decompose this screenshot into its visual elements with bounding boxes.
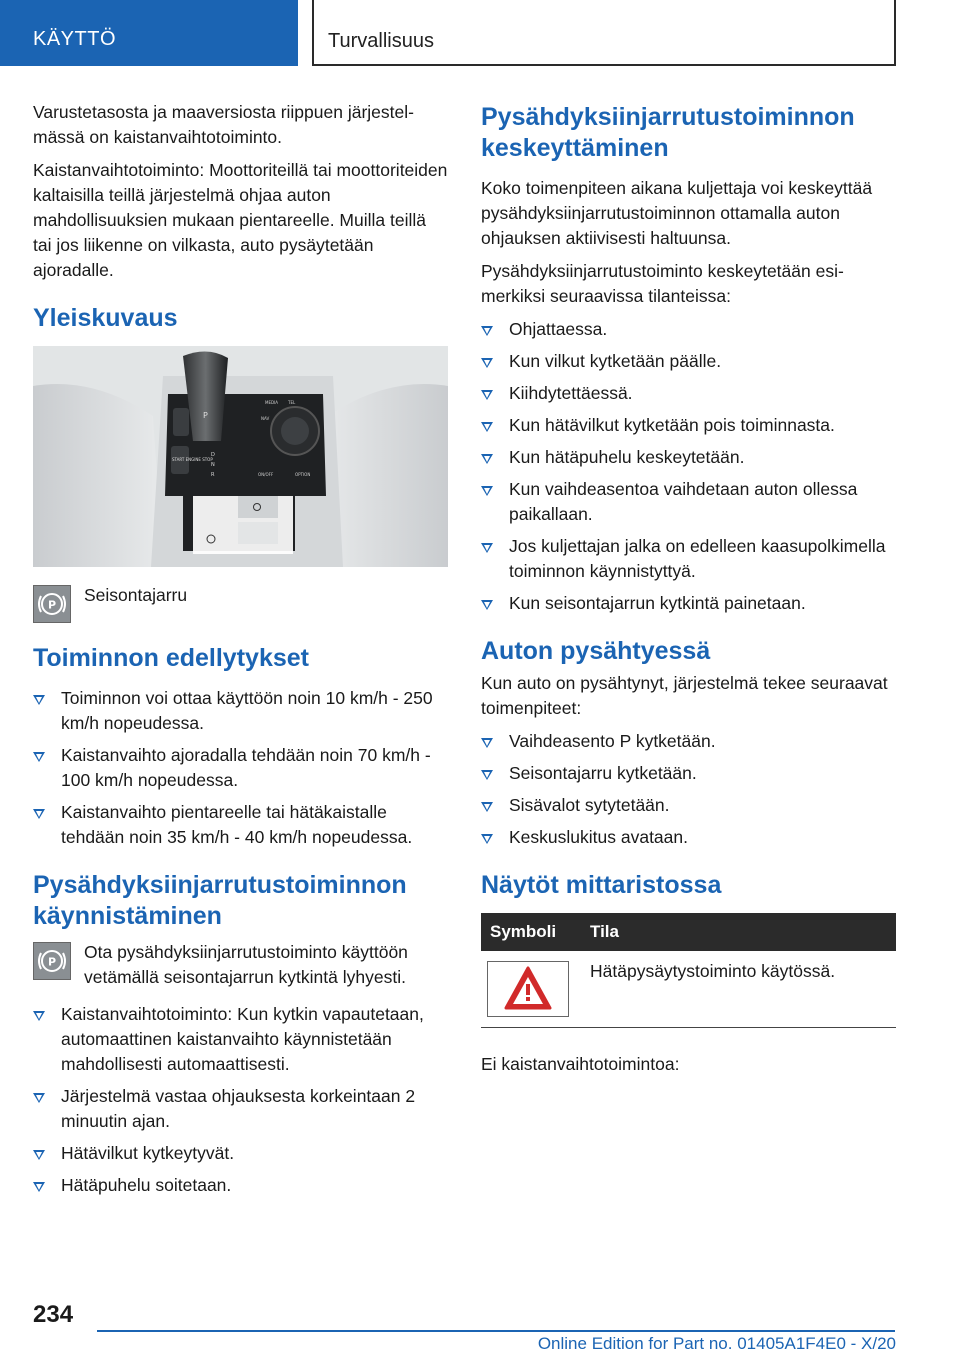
parking-brake-icon	[33, 942, 71, 980]
parking-brake-caption: Seisontajarru	[84, 585, 188, 605]
stopped-paragraph: Kun auto on pysähtynyt, järjestelmä tekee seuraavat toimenpiteet:	[481, 673, 888, 718]
section-label: KÄYTTÖ	[33, 28, 117, 50]
overview-heading: Yleiskuvaus	[33, 304, 178, 332]
bullet-triangle-icon	[481, 802, 493, 812]
list-item: Järjestelmä vastaa ohjauksesta korkeintaan 2 minuutin ajan.	[33, 1084, 448, 1134]
left-column	[33, 100, 448, 1205]
list-item: Kaistanvaihto pientareelle tai hätäkaistalle tehdään noin 35 km/h - 40 km/h nopeudessa.	[33, 800, 448, 850]
column-header-state: Tila	[581, 913, 896, 951]
list-item: Kun seisontajarrun kytkintä painetaan.	[481, 591, 896, 616]
right-column	[481, 100, 896, 1085]
bullet-triangle-icon	[33, 809, 45, 819]
interrupt-paragraph: Pysähdyksiinjarrutustoiminto keskeytetään esimerkiksi seuraavissa tilanteissa:	[481, 261, 844, 306]
stopped-list	[481, 729, 896, 850]
list-item: Jos kuljettajan jalka on edelleen kaasupolkimella toiminnon käynnistyttyä.	[481, 534, 896, 584]
bullet-triangle-icon	[481, 738, 493, 748]
stopped-heading: Auton pysähtyessä	[481, 637, 711, 665]
bullet-triangle-icon	[481, 486, 493, 496]
bullet-triangle-icon	[33, 1150, 45, 1160]
bullet-triangle-icon	[33, 695, 45, 705]
on-off-label: ON/OFF	[258, 472, 274, 477]
interrupt-heading: Pysähdyksiinjarrutustoiminnon keskeyttäminen	[481, 103, 855, 162]
bullet-triangle-icon	[481, 454, 493, 464]
park-label: P	[203, 411, 208, 420]
list-item: Kiihdytettäessä.	[481, 381, 896, 406]
bullet-triangle-icon	[481, 422, 493, 432]
table-row	[481, 951, 896, 1027]
bullet-triangle-icon	[481, 770, 493, 780]
table-header-row	[481, 913, 896, 951]
nav-label: NAV	[261, 416, 270, 421]
start-heading: Pysähdyksiinjarrutustoiminnon käynnistäminen	[33, 871, 407, 930]
conditions-list	[33, 686, 448, 850]
bullet-triangle-icon	[481, 326, 493, 336]
list-item: Seisontajarru kytketään.	[481, 761, 896, 786]
list-item: Kun vilkut kytketään päälle.	[481, 349, 896, 374]
parking-brake-icon	[33, 585, 71, 623]
footer-rule	[97, 1330, 895, 1332]
start-row	[33, 940, 448, 990]
chapter-title: Turvallisuus	[328, 30, 434, 52]
intro-paragraph: Kaistanvaihtotoiminto: Moottoriteillä tai moottoriteiden kaltaisilla teillä järjestelmä ohjaa auton mahdollisuuksien mukaan pientareelle. Muilla teillä tai jos liikenne on vilkasta, auto pysäytetään ajoradalle.	[33, 160, 448, 280]
bullet-triangle-icon	[33, 1011, 45, 1021]
bullet-triangle-icon	[481, 834, 493, 844]
intro-paragraph: Varustetasosta ja maaversiosta riippuen järjestelmässä on kaistanvaihtotoiminto.	[33, 102, 414, 147]
center-console-photo	[33, 346, 448, 567]
list-item: Kun hätäpuhelu keskeytetään.	[481, 445, 896, 470]
list-item: Keskuslukitus avataan.	[481, 825, 896, 850]
list-item: Kun hätävilkut kytketään pois toiminnasta.	[481, 413, 896, 438]
bullet-triangle-icon	[481, 543, 493, 553]
list-item: Kaistanvaihto ajoradalla tehdään noin 70 km/h - 100 km/h nopeudessa.	[33, 743, 448, 793]
list-item: Vaihdeasento P kytketään.	[481, 729, 896, 754]
after-table-text: Ei kaistanvaihtotoimintoa:	[481, 1053, 680, 1074]
svg-text:P: P	[47, 598, 57, 612]
bullet-triangle-icon	[33, 1093, 45, 1103]
svg-text:P: P	[47, 955, 57, 969]
chapter-header	[312, 0, 896, 66]
start-stop-label: START ENGINE STOP	[172, 457, 213, 462]
list-item: Kun vaihdeasentoa vaihdetaan auton ollessa paikallaan.	[481, 477, 896, 527]
start-instruction: Ota pysähdyksiinjarrutustoiminto käyttöön vetämällä seisontajarrun kytkintä lyhyesti.	[84, 942, 408, 987]
warning-triangle-icon	[487, 961, 569, 1017]
symbol-table	[481, 913, 896, 1028]
gear-r-label: R	[211, 472, 215, 478]
bullet-triangle-icon	[481, 358, 493, 368]
center-console-illustration	[33, 346, 448, 567]
parking-brake-row	[33, 583, 448, 623]
list-item: Toiminnon voi ottaa käyttöön noin 10 km/h - 250 km/h nopeudessa.	[33, 686, 448, 736]
interrupt-paragraph: Koko toimenpiteen aikana kuljettaja voi keskeyttää pysähdyksiinjarrutustoiminnon ottamalla auton ohjauksen aktiivisesti haltuunsa.	[481, 178, 873, 248]
bullet-triangle-icon	[481, 390, 493, 400]
list-item: Ohjattaessa.	[481, 317, 896, 342]
tel-label: TEL	[288, 400, 296, 405]
bullet-triangle-icon	[481, 600, 493, 610]
conditions-heading: Toiminnon edellytykset	[33, 644, 309, 672]
option-label: OPTION	[295, 472, 311, 477]
page-number: 234	[33, 1301, 74, 1328]
list-item: Sisävalot sytytetään.	[481, 793, 896, 818]
column-header-symbol: Symboli	[481, 913, 581, 951]
state-cell: Hätäpysäytystoiminto käytössä.	[581, 951, 896, 1027]
section-tab	[0, 0, 298, 66]
gear-n-label: N	[211, 462, 215, 468]
gear-d-label: D	[211, 452, 215, 458]
displays-heading: Näytöt mittaristossa	[481, 871, 722, 899]
bullet-triangle-icon	[33, 752, 45, 762]
bullet-triangle-icon	[33, 1182, 45, 1192]
list-item: Hätäpuhelu soitetaan.	[33, 1173, 448, 1198]
footer-edition: Online Edition for Part no. 01405A1F4E0 - X/20	[537, 1334, 896, 1353]
start-list	[33, 1002, 448, 1198]
interrupt-list	[481, 317, 896, 616]
media-label: MEDIA	[265, 400, 278, 405]
list-item: Kaistanvaihtotoiminto: Kun kytkin vapautetaan, automaattinen kaistanvaihto käynnistetään mahdollisesti automaattisesti.	[33, 1002, 448, 1077]
list-item: Hätävilkut kytkeytyvät.	[33, 1141, 448, 1166]
